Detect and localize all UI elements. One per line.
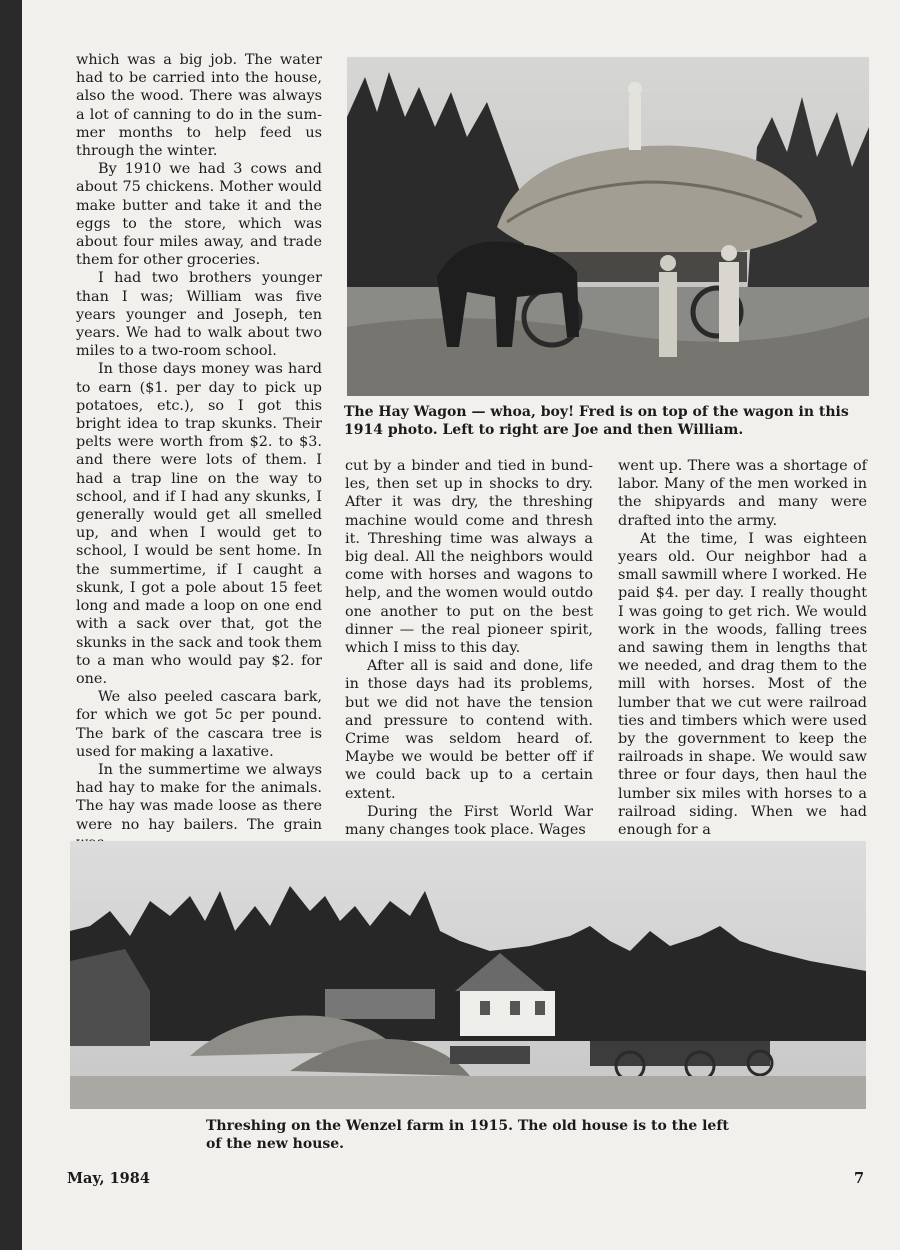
photo-caption: Threshing on the Wenzel farm in 1915. The old house is to the left of the new house. <box>206 1118 729 1152</box>
paragraph: cut by a binder and tied in bundles, then set up in shocks to dry. After it was dry, the threshing machine would come and thresh it. Threshing time was always a big deal. All the neighbors would come with horses and wagons to help, and the women would outdo one another to put on the best dinner — the real pioneer spirit, which I miss to this day. <box>345 458 593 657</box>
text-column-3 <box>618 457 867 839</box>
paragraph: which was a big job. The water had to be carried into the house, also the wood. There was always a lot of canning to do in the summer months to help feed us through the winter. <box>76 52 322 160</box>
text-column-2 <box>345 457 593 839</box>
paragraph: After all is said and done, life in those days had its problems, but we did not have the tension and pressure to contend with. Crime was seldom heard of. Maybe we would be better off if we could back up to a certain extent. <box>345 658 593 802</box>
paragraph: In those days money was hard to earn ($1. per day to pick up potatoes, etc.), so I got this bright idea to trap skunks. Their pelts were worth from $2. to $3. and there were lots of them. I had a trap line on the way to school, and if I had any skunks, I generally would get all smelled up, and when I would get to school, I would be sent home. In the summertime, if I caught a skunk, I got a pole about 15 feet long and made a loop on one end with a sack over that, got the skunks in the sack and took them to a man who would pay $2. for one. <box>76 361 322 687</box>
hay-wagon-photo <box>347 57 869 396</box>
paragraph: At the time, I was eighteen years old. Our neighbor had a small sawmill where I worked. He paid $4. per day. I really thought I was going to get rich. We would work in the woods, falling trees and sawing them in lengths that we needed, and drag them to the mill with horses. Most of the lumber that we cut were railroad ties and timbers which were used by the government to keep the railroads in shape. We would saw three or four days, then haul the lumber six miles with horses to a railroad siding. When we had enough for a <box>618 530 867 839</box>
paragraph: In the summertime we always had hay to make for the animals. The hay was made loose as there were no hay bailers. The grain <box>76 761 322 833</box>
photo-caption: The Hay Wagon — whoa, boy! Fred is on top of the wagon in this 1914 photo. Left to right are Joe and then William. <box>344 404 849 438</box>
paragraph: During the First World War many changes took place. Wages <box>345 803 593 839</box>
page-number: 7 <box>854 1170 865 1187</box>
issue-date: May, 1984 <box>67 1170 150 1187</box>
paragraph: We also peeled cascara bark, for which we got 5c per pound. The bark of the cascara tree is used for making a laxative. <box>76 689 322 760</box>
farm-threshing-photo <box>70 841 866 1109</box>
paragraph: went up. There was a shortage of labor. Many of the men worked in the shipyards and many were drafted into the army. <box>618 458 867 529</box>
paragraph: By 1910 we had 3 cows and about 75 chickens. Mother would make butter and take it and the eggs to the store, which was about four miles away, and trade them for other groceries. <box>76 161 322 269</box>
paragraph: I had two brothers younger than I was; William was five years younger and Joseph, ten years. We had to walk about two miles to a two-room school. <box>76 270 322 360</box>
text-column-1 <box>76 51 322 852</box>
magazine-page <box>22 0 900 1250</box>
